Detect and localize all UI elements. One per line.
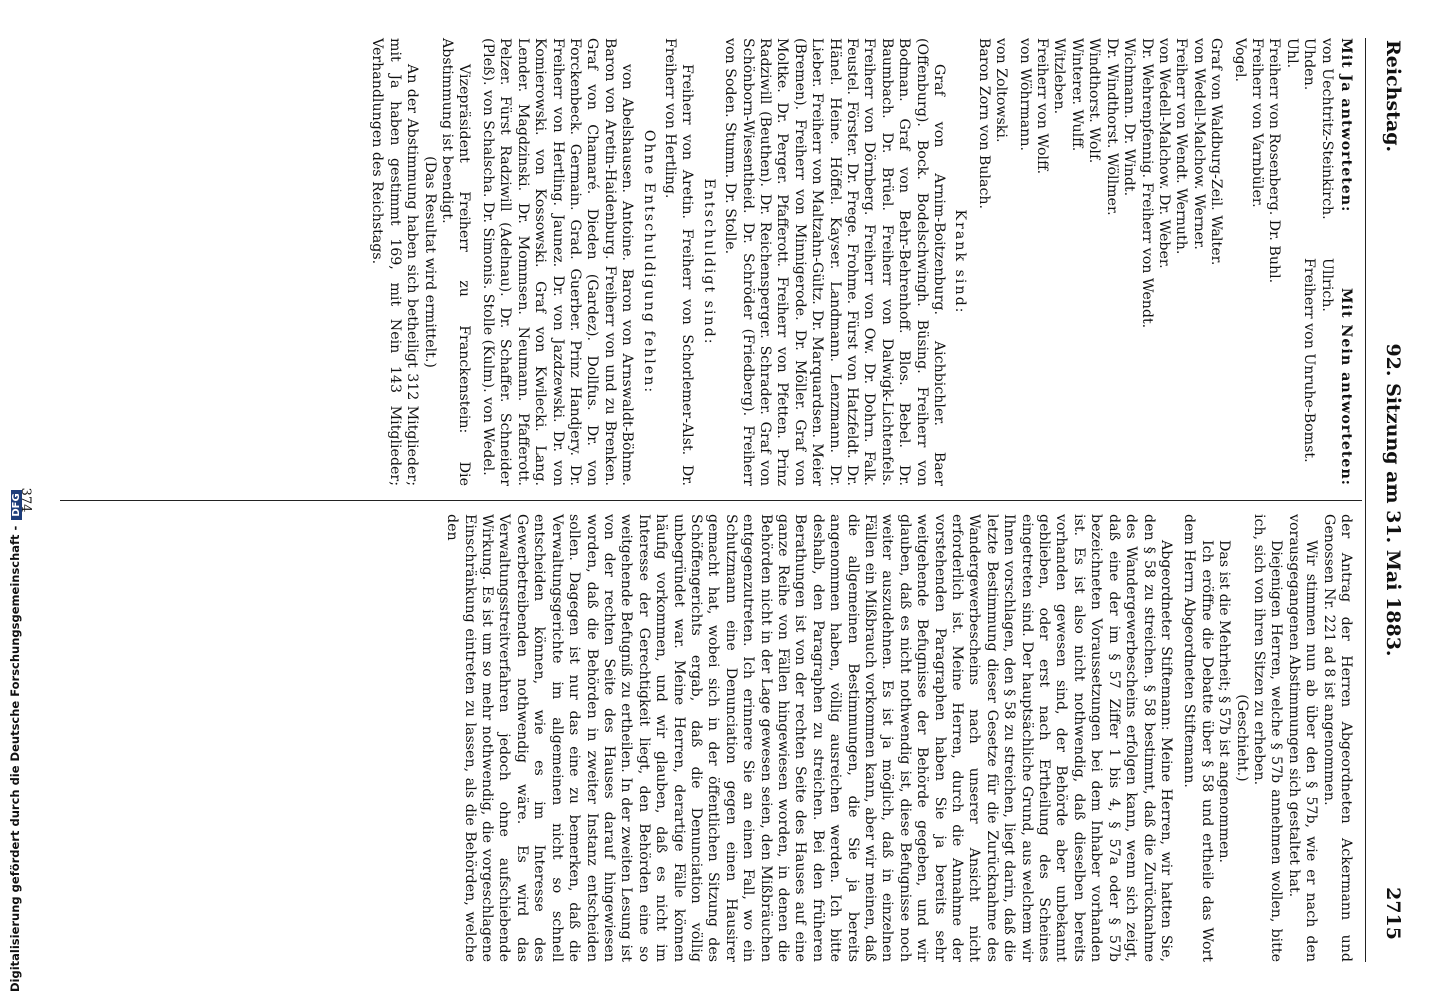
name-line: von Wöhrmann.	[1016, 38, 1033, 151]
footer-page-index: 374	[18, 487, 33, 513]
name-line: Freiherr von Wendt. Wernuth.	[1173, 38, 1190, 255]
krank-text: Graf von Arnim-Boitzenburg. Aichbichler. Baer (Offenburg). Bock. Bodelschwingh. Büsing. Freiherr von Bodman. Graf von Behr-Behrenhoff. Blos. Bebel. Dr. Baumbach. Dr. Brüel. Freiherr von Dalwigk-Lichtenfels. Freiherr von Dörnberg. Freiherr von Ow. Dr. Dohrn. Falk. Feustel. Förster. Dr. Frege. Frohme. Fürst von Hatzfeldt. Dr. Hänel. Heine. Höffel. Kayser. Landmann. Lenzmann. Dr. Lieber. Freiherr von Maltzahn-Gültz. Dr. Marquardsen. Meier (Bremen). Freiherr von Minnigerode. Dr. Möller. Graf von Moltke. Dr. Perger. Pfafferott. Freiherr von Pfetten. Prinz Radziwill (Beuthen). Dr. Reichensperger. Schrader. Graf von Schönborn-Wiesentheid. Dr. Schröder (Friedberg). Freiherr von Soden. Stumm. Dr. Stolle.	[722, 38, 948, 486]
name-line: Winterer. Wulff.	[1068, 38, 1085, 152]
name-line: Freiherr von Rosenberg. Dr. Buhl.	[1266, 38, 1283, 284]
header-rule	[1365, 38, 1366, 962]
result-text: Vizepräsident Freiherr zu Franckenstein: Die Abstimmung ist beendigt.	[439, 38, 473, 486]
name-line: von Zoltowski.	[993, 38, 1010, 143]
pair-yes: von Uechtritz-Steinkirch.	[1318, 38, 1335, 220]
name-line: Windthorst. Wolf.	[1086, 38, 1103, 164]
name-line: Baron Zorn von Bulach.	[975, 38, 992, 210]
name-line: von Wedell-Malchow. Werner.	[1190, 38, 1207, 250]
pair-no: Ullrich.	[1318, 258, 1335, 312]
entschuldigt-heading: Entschuldigt sind:	[700, 178, 717, 346]
header-page-number: 2715	[1382, 887, 1404, 940]
result-final: An der Abstimmung haben sich betheiligt 312 Mitglieder; mit Ja haben gestimmt 169, mit Nein 143 Mitglieder; Verhandlungen des Reichstags.	[369, 38, 421, 486]
ohne-heading: Ohne Entschuldigung fehlen:	[640, 129, 657, 395]
header-left: Reichstag.	[1382, 40, 1404, 153]
vote-pair	[1317, 38, 1334, 486]
result-paren: (Das Resultat wird ermittelt.)	[421, 156, 438, 368]
parenthetical: (Geschieht.)	[1233, 694, 1250, 782]
name-line: Wichmann. Dr. Windt.	[1121, 38, 1138, 197]
pair-yes: Uhden.	[1301, 38, 1318, 91]
name-line: von Wedell-Malchow. Dr. Weber.	[1155, 38, 1172, 269]
name-line: Graf von Waldburg-Zeil. Walter.	[1208, 38, 1225, 266]
name-line: Vogel.	[1231, 38, 1248, 83]
vote-pair	[1282, 38, 1299, 486]
header-title: 92. Sitzung am 31. Mai 1883.	[1382, 343, 1404, 657]
paragraph: Wir stimmen nun ab über den § 57b, wie er nach den vorausgegangenen Abstimmungen sich gestaltet hat.	[1285, 514, 1320, 962]
pair-yes: Uhl.	[1283, 38, 1300, 69]
name-line: Witzleben.	[1051, 38, 1068, 115]
paragraph: Diejenigen Herren, welche § 57b annehmen wollen, bitte ich, sich von ihren Sitzen zu erheben.	[1250, 514, 1285, 962]
ohne-text: von Abelshausen. Antoine. Baron von Arnswaldt-Böhme. Baron von Aretin-Haidenburg. Freiherr von und zu Brenken. Graf von Chamaré. Dieden (Gardez). Dollfus. Dr. von Forckenbeck. Germain. Grad. Guerber. Prinz Handjery. Dr. Freiherr von Hertling. Jaunez. Dr. von Jazdzewski. Dr. von Komierowski. von Kossowski. Graf von Kwilecki. Lang. Lender. Magdzinski. Dr. Mommsen. Neumann. Pfafferott. Pelzer. Fürst Radziwill (Adelnau). Dr. Schaffer. Schneider (Pleß). von Schalscha. Dr. Simonis. Stolle (Kulm). von Wedel.	[479, 38, 636, 486]
entschuldigt-text: Freiherr von Aretin. Freiherr von Schorlemer-Alst. Dr. Freiherr von Hertling.	[661, 38, 696, 486]
name-line: Freiherr von Wolff.	[1034, 38, 1051, 175]
pair-no: Freiherr von Unruhe-Bomst.	[1301, 258, 1318, 463]
left-column	[40, 38, 1354, 486]
dfg-credit-text: Digitalisierung gefördert durch die Deutsche Forschungsgemeinschaft -	[8, 521, 22, 992]
krank-heading: Krank sind:	[952, 209, 969, 315]
vote-heads	[1337, 38, 1354, 486]
vote-no-head: Mit Nein antworteten:	[1338, 287, 1354, 486]
column-divider	[60, 500, 1362, 501]
paragraph: Ich eröffne die Debatte über § 58 und ertheile das Wort dem Herrn Abgeordneten Stiftemann.	[1181, 514, 1215, 962]
speech-paragraph: Abgeordneter Stiftemann: Meine Herren, wir hatten Sie, den § 58 zu streichen. § 58 bestimmt, daß die Zurücknahme des Wandergewerbescheins erfolgen kann, wenn sich zeigt, daß eine der im § 57 Ziffer 1 bis 4, § 57a oder § 57b bezeichneten Voraussetzungen bei dem Inhaber vorhanden ist. Es ist also nicht nothwendig, daß dieselben bereits vorhanden gewesen sind, der Behörde aber unbekannt geblieben, oder erst nach Ertheilung des Scheines eingetreten sind. Der hauptsächliche Grund, aus welchem wir Ihnen vorschlagen, den § 58 zu streichen, liegt darin, daß die letzte Bestimmung dieser Gesetze für die Zurücknahme des Wandergewerbescheins nach unserer Ansicht nicht erforderlich ist. Meine Herren, durch die Annahme der vorstehenden Paragraphen haben Sie ja bereits sehr weitgehende Befugnisse der Behörde gegeben, und wir glauben, daß es nicht nothwendig ist, diese Befugnisse noch weiter auszudehnen. Es ist ja möglich, daß in einzelnen Fällen ein Mißbrauch vorkommen kann, aber wir meinen, daß die allgemeinen Bestimmungen, die Sie ja bereits angenommen haben, völlig ausreichen werden. Ich bitte deshalb, den Paragraphen zu streichen. Bei den früheren Berathungen ist von der rechten Seite des Hauses auf eine ganze Reihe von Fällen hingewiesen worden, in denen die Behörden nicht in der Lage gewesen seien, den Mißbräuchen entgegenzutreten. Ich erinnere Sie an einen Fall, wo ein Schutzmann eine Denunciation gegen einen Hausirer gemacht hat, wobei sich in der öffentlichen Sitzung des Schöffengerichts ergab, daß die Denunciation völlig unbegründet war. Meine Herren, derartige Fälle können häufig vorkommen, und wir glauben, daß es nicht im Interesse der Gerechtigkeit liegt, den Behörden eine so weitgehende Befugniß zu ertheilen. In der zweiten Lesung ist von der rechten Seite des Hauses darauf hingewiesen worden, daß die Behörden in zweiter Instanz entscheiden sollen. Dagegen ist nur das eine zu bemerken, daß die Verwaltungsgerichte im allgemeinen nicht so schnell entscheiden können, wie es im Interesse des Gewerbetreibenden nothwendig wäre. Es wird das Verwaltungsstreitverfahren jedoch ohne aufschiebende Wirkung. Es ist um so mehr nothwendig, die vorgeschlagene Einschränkung eintreten zu lassen, als die Behörden, welche den	[444, 514, 1174, 962]
name-line: Freiherr von Varnbüler.	[1248, 38, 1265, 208]
paragraph: der Antrag der Herren Abgeordneten Ackermann und Genossen Nr. 221 ad 8 ist angenommen.	[1320, 514, 1354, 962]
vote-pair	[1300, 38, 1317, 486]
name-line: Dr. Wehrenpfennig. Freiherr von Wendt.	[1138, 38, 1155, 329]
name-line: Dr. Windthorst. Wöllmer.	[1103, 38, 1120, 216]
paragraph: Das ist die Mehrheit; § 57b ist angenommen.	[1216, 540, 1233, 864]
right-column	[40, 514, 1354, 962]
dfg-logo: DFG	[11, 490, 22, 519]
vote-yes-head: Mit Ja antworteten:	[1338, 38, 1354, 213]
page-header	[1370, 20, 1404, 980]
